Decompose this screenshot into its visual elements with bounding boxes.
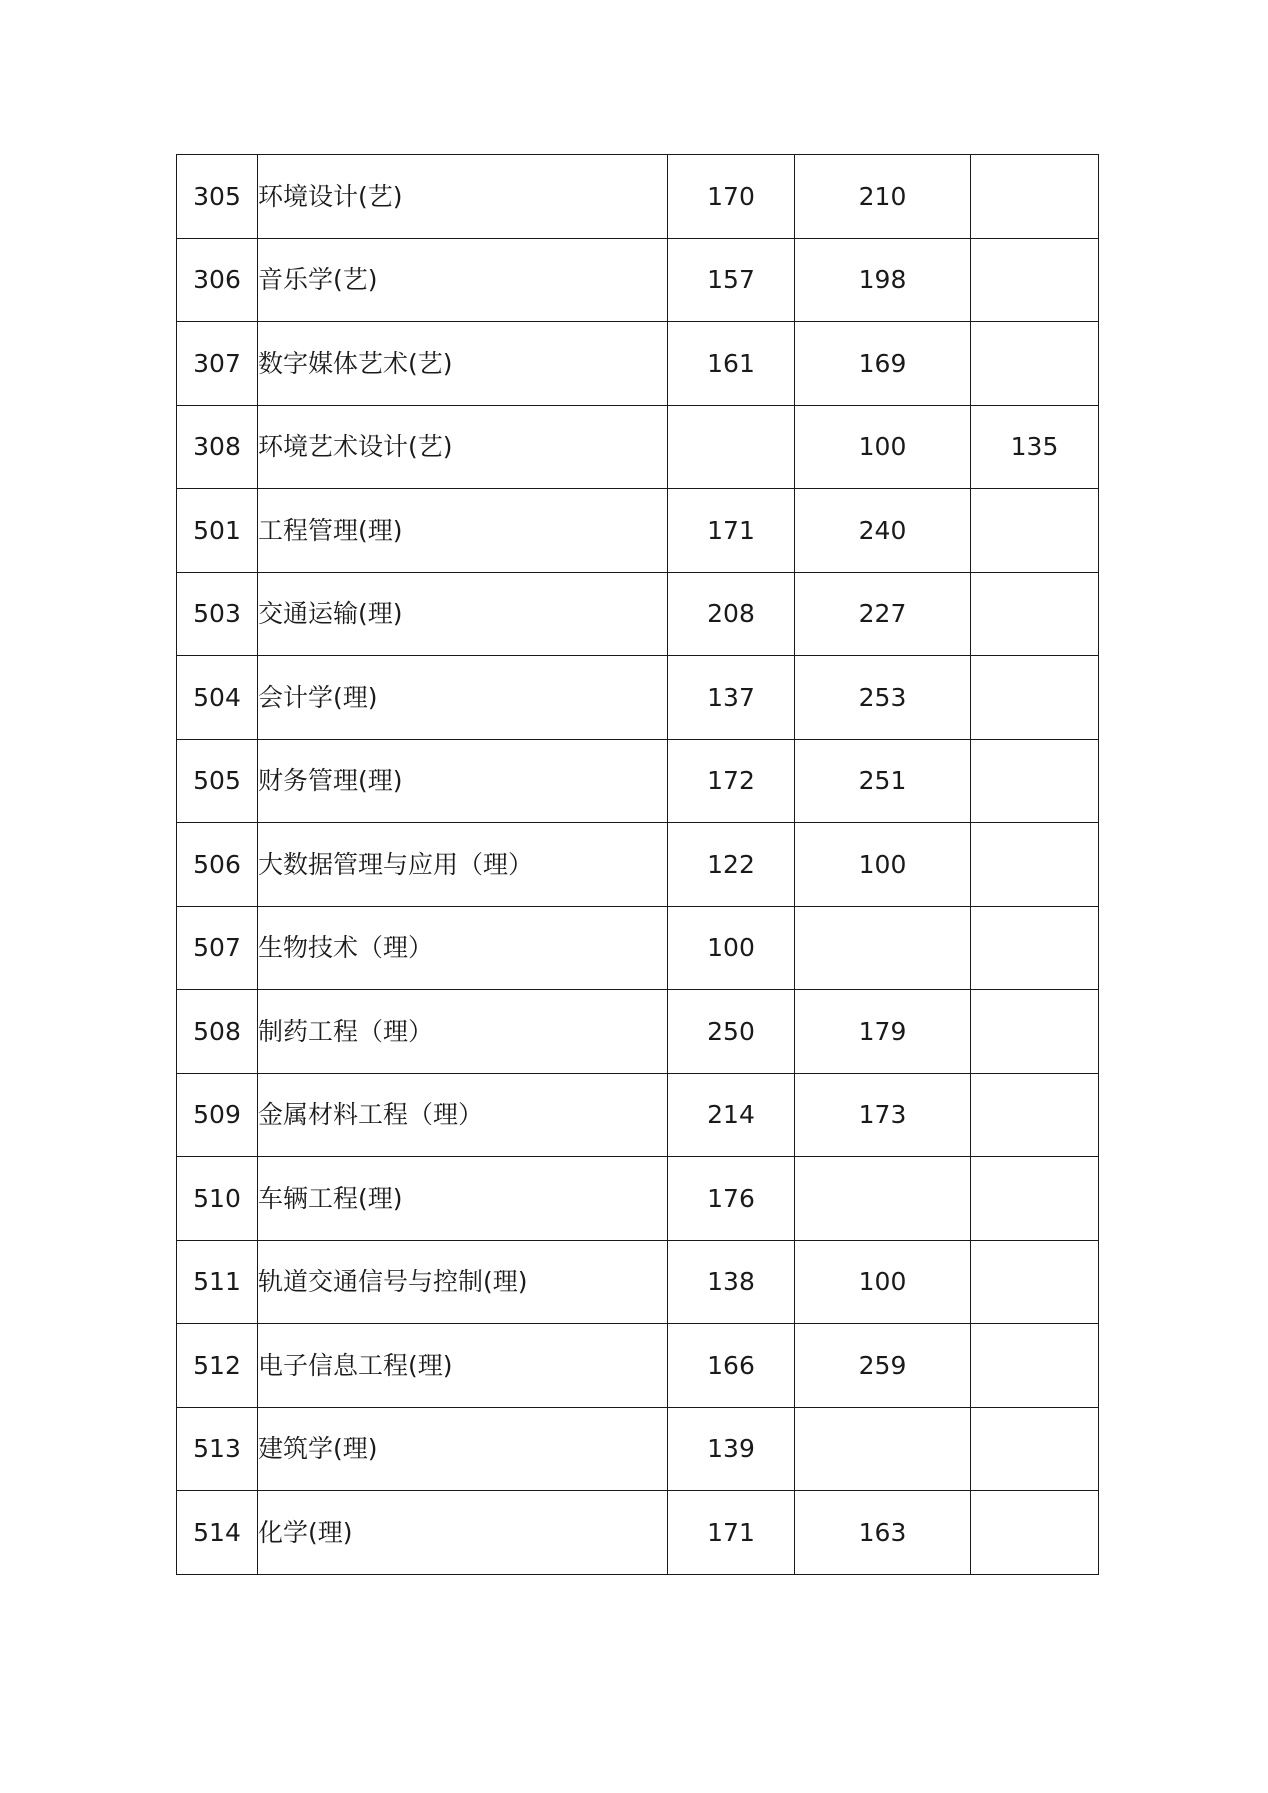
value-cell-col3: 208 [668,572,795,656]
value-cell-col5 [971,1157,1099,1241]
major-name-cell: 音乐学(艺) [258,238,668,322]
value-cell-col3: 166 [668,1324,795,1408]
code-cell: 308 [177,405,258,489]
value-cell-col3: 176 [668,1157,795,1241]
code-cell: 305 [177,155,258,239]
value-cell-col5 [971,656,1099,740]
value-cell-col5 [971,823,1099,907]
value-cell-col5 [971,990,1099,1074]
value-cell-col5 [971,739,1099,823]
table-row [177,1407,1099,1491]
value-cell-col5: 135 [971,405,1099,489]
major-name-cell: 会计学(理) [258,656,668,740]
value-cell-col3: 214 [668,1073,795,1157]
code-cell: 514 [177,1491,258,1575]
code-cell: 503 [177,572,258,656]
code-cell: 512 [177,1324,258,1408]
value-cell-col5 [971,1407,1099,1491]
value-cell-col4: 163 [795,1491,971,1575]
value-cell-col3: 172 [668,739,795,823]
code-cell: 511 [177,1240,258,1324]
code-cell: 505 [177,739,258,823]
table-row [177,1157,1099,1241]
value-cell-col3: 138 [668,1240,795,1324]
table-row [177,1240,1099,1324]
value-cell-col5 [971,572,1099,656]
value-cell-col4: 210 [795,155,971,239]
major-name-cell: 车辆工程(理) [258,1157,668,1241]
value-cell-col4: 259 [795,1324,971,1408]
value-cell-col5 [971,155,1099,239]
major-name-cell: 财务管理(理) [258,739,668,823]
value-cell-col5 [971,906,1099,990]
code-cell: 506 [177,823,258,907]
table-row [177,1491,1099,1575]
table-row [177,1324,1099,1408]
table-row [177,1073,1099,1157]
value-cell-col4: 198 [795,238,971,322]
table-row [177,990,1099,1074]
value-cell-col4: 100 [795,405,971,489]
value-cell-col4: 251 [795,739,971,823]
major-name-cell: 电子信息工程(理) [258,1324,668,1408]
value-cell-col4 [795,1407,971,1491]
value-cell-col3: 139 [668,1407,795,1491]
table-row [177,489,1099,573]
value-cell-col3: 250 [668,990,795,1074]
code-cell: 513 [177,1407,258,1491]
table-row [177,155,1099,239]
table-row [177,823,1099,907]
table-row [177,906,1099,990]
value-cell-col3: 171 [668,489,795,573]
value-cell-col5 [971,1240,1099,1324]
enrollment-table [176,154,1099,1575]
table-row [177,322,1099,406]
value-cell-col3: 100 [668,906,795,990]
code-cell: 306 [177,238,258,322]
value-cell-col4: 227 [795,572,971,656]
value-cell-col5 [971,1491,1099,1575]
value-cell-col4 [795,1157,971,1241]
value-cell-col3: 171 [668,1491,795,1575]
value-cell-col4: 253 [795,656,971,740]
table-row [177,405,1099,489]
value-cell-col4: 100 [795,823,971,907]
value-cell-col3 [668,405,795,489]
major-name-cell: 环境艺术设计(艺) [258,405,668,489]
major-name-cell: 工程管理(理) [258,489,668,573]
major-name-cell: 交通运输(理) [258,572,668,656]
code-cell: 307 [177,322,258,406]
code-cell: 510 [177,1157,258,1241]
value-cell-col4: 173 [795,1073,971,1157]
value-cell-col3: 122 [668,823,795,907]
major-name-cell: 生物技术（理） [258,906,668,990]
code-cell: 501 [177,489,258,573]
value-cell-col3: 170 [668,155,795,239]
major-name-cell: 建筑学(理) [258,1407,668,1491]
value-cell-col5 [971,1073,1099,1157]
value-cell-col5 [971,489,1099,573]
code-cell: 509 [177,1073,258,1157]
value-cell-col4 [795,906,971,990]
code-cell: 504 [177,656,258,740]
value-cell-col5 [971,238,1099,322]
table-row [177,238,1099,322]
code-cell: 508 [177,990,258,1074]
major-name-cell: 大数据管理与应用（理） [258,823,668,907]
value-cell-col3: 161 [668,322,795,406]
value-cell-col4: 179 [795,990,971,1074]
value-cell-col3: 157 [668,238,795,322]
value-cell-col4: 240 [795,489,971,573]
major-name-cell: 轨道交通信号与控制(理) [258,1240,668,1324]
value-cell-col5 [971,1324,1099,1408]
major-name-cell: 数字媒体艺术(艺) [258,322,668,406]
value-cell-col3: 137 [668,656,795,740]
code-cell: 507 [177,906,258,990]
table-row [177,572,1099,656]
major-name-cell: 金属材料工程（理） [258,1073,668,1157]
table-row [177,739,1099,823]
major-name-cell: 制药工程（理） [258,990,668,1074]
value-cell-col4: 169 [795,322,971,406]
table-body [177,155,1099,1575]
major-name-cell: 化学(理) [258,1491,668,1575]
table-row [177,656,1099,740]
major-name-cell: 环境设计(艺) [258,155,668,239]
value-cell-col5 [971,322,1099,406]
value-cell-col4: 100 [795,1240,971,1324]
